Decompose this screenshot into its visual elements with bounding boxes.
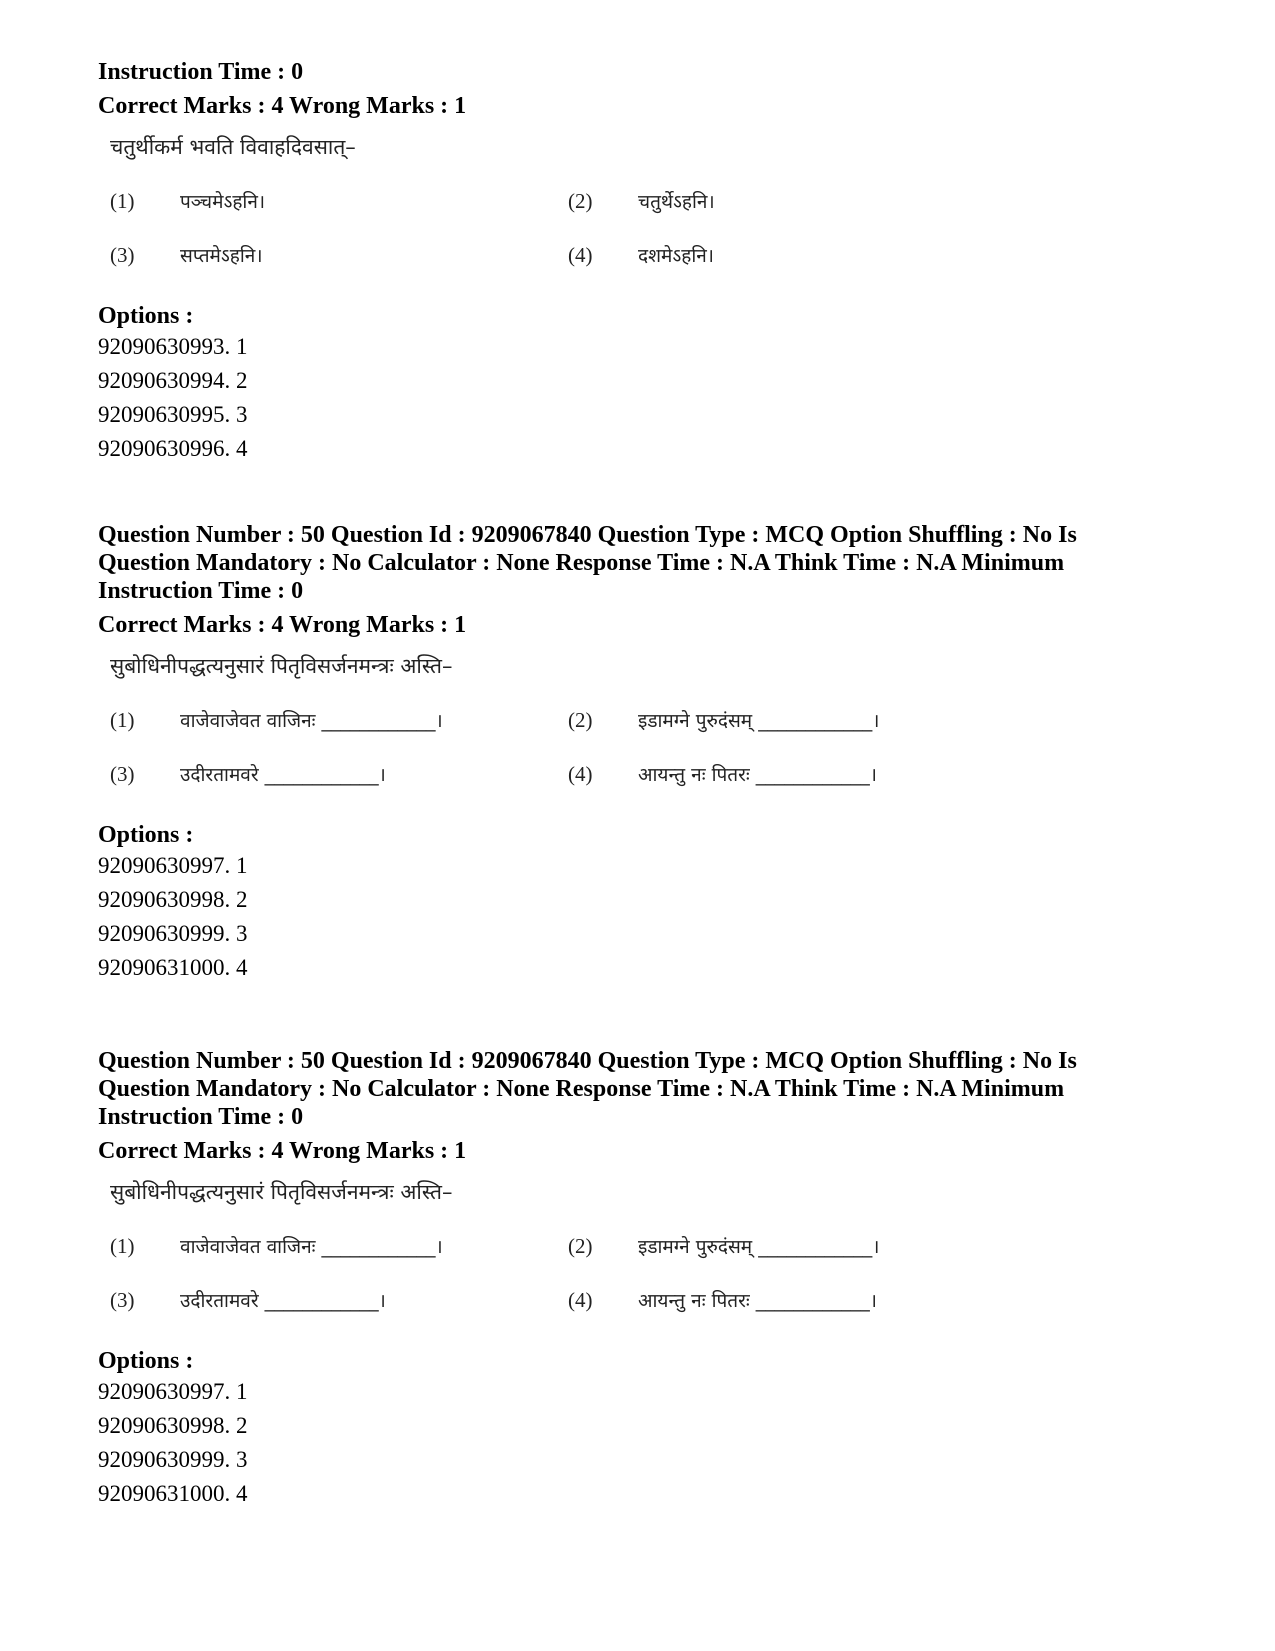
choice-number: (4) [568, 243, 593, 267]
choice-item [568, 759, 877, 789]
choice-text: दशमेऽहनि। [638, 245, 715, 267]
option-line: 92090630995. 3 [98, 402, 248, 427]
option-line: 92090631000. 4 [98, 1481, 248, 1506]
instruction-time: Instruction Time : 0 [98, 59, 304, 85]
question-block [98, 1047, 1178, 1511]
choice-list [98, 1231, 1178, 1339]
choice-number: (2) [568, 189, 593, 213]
question-header-line: Question Number : 50 Question Id : 9209067840 Question Type : MCQ Option Shuffling : No Is [98, 1048, 1077, 1074]
question-header-line: Question Mandatory : No Calculator : None Response Time : N.A Think Time : N.A Minimum [98, 550, 1065, 576]
choice-list [98, 705, 1178, 813]
choice-item [568, 1285, 877, 1315]
choice-item [568, 240, 714, 270]
option-line: 92090630993. 1 [98, 334, 248, 359]
option-line: 92090630999. 3 [98, 1447, 248, 1472]
choice-number: (3) [110, 762, 135, 786]
choice-number: (4) [568, 1288, 593, 1312]
choice-number: (1) [110, 189, 135, 213]
question-text: चतुर्थीकर्म भवति विवाहदिवसात्– [110, 135, 356, 159]
question-block [98, 521, 1178, 985]
choice-item [110, 186, 265, 216]
options-title: Options : [98, 822, 194, 848]
choice-text: उदीरतामवरे ____________। [180, 764, 386, 786]
choice-text: इडामग्ने पुरुदंसम् ____________। [638, 1236, 880, 1258]
choice-text: आयन्तु नः पितरः ____________। [638, 1290, 877, 1312]
marks-line: Correct Marks : 4 Wrong Marks : 1 [98, 93, 467, 119]
choice-item [568, 705, 879, 735]
choice-item [110, 759, 386, 789]
choice-item [110, 1231, 443, 1261]
choice-item [568, 1231, 879, 1261]
choice-number: (1) [110, 1234, 135, 1258]
question-header-line: Instruction Time : 0 [98, 578, 304, 604]
option-line: 92090630998. 2 [98, 887, 248, 912]
option-line: 92090630997. 1 [98, 1379, 248, 1404]
choice-number: (4) [568, 762, 593, 786]
question-text: सुबोधिनीपद्धत्यनुसारं पितृविसर्जनमन्त्रः अस्ति– [110, 1180, 453, 1204]
question-header-line: Instruction Time : 0 [98, 1104, 304, 1130]
choice-text: वाजेवाजेवत वाजिनः ____________। [180, 1236, 443, 1258]
marks-line: Correct Marks : 4 Wrong Marks : 1 [98, 612, 467, 638]
choice-text: चतुर्थेऽहनि। [638, 191, 715, 213]
option-line: 92090630997. 1 [98, 853, 248, 878]
choice-item [110, 240, 263, 270]
choice-text: पञ्चमेऽहनि। [180, 191, 266, 213]
option-line: 92090630994. 2 [98, 368, 248, 393]
marks-line: Correct Marks : 4 Wrong Marks : 1 [98, 1138, 467, 1164]
choice-item [568, 186, 715, 216]
question-block [98, 58, 1178, 466]
option-line: 92090630999. 3 [98, 921, 248, 946]
options-title: Options : [98, 303, 194, 329]
question-text: सुबोधिनीपद्धत्यनुसारं पितृविसर्जनमन्त्रः अस्ति– [110, 654, 453, 678]
choice-number: (2) [568, 708, 593, 732]
choice-number: (3) [110, 1288, 135, 1312]
choice-list [98, 186, 1178, 294]
option-line: 92090631000. 4 [98, 955, 248, 980]
choice-number: (3) [110, 243, 135, 267]
question-header-line: Question Number : 50 Question Id : 9209067840 Question Type : MCQ Option Shuffling : No Is [98, 522, 1077, 548]
option-line: 92090630998. 2 [98, 1413, 248, 1438]
option-line: 92090630996. 4 [98, 436, 248, 461]
choice-item [110, 705, 443, 735]
choice-text: सप्तमेऽहनि। [180, 245, 263, 267]
choice-text: आयन्तु नः पितरः ____________। [638, 764, 877, 786]
choice-number: (2) [568, 1234, 593, 1258]
options-title: Options : [98, 1348, 194, 1374]
choice-text: इडामग्ने पुरुदंसम् ____________। [638, 710, 880, 732]
choice-number: (1) [110, 708, 135, 732]
choice-text: उदीरतामवरे ____________। [180, 1290, 386, 1312]
choice-item [110, 1285, 386, 1315]
choice-text: वाजेवाजेवत वाजिनः ____________। [180, 710, 443, 732]
question-header-line: Question Mandatory : No Calculator : None Response Time : N.A Think Time : N.A Minimum [98, 1076, 1065, 1102]
